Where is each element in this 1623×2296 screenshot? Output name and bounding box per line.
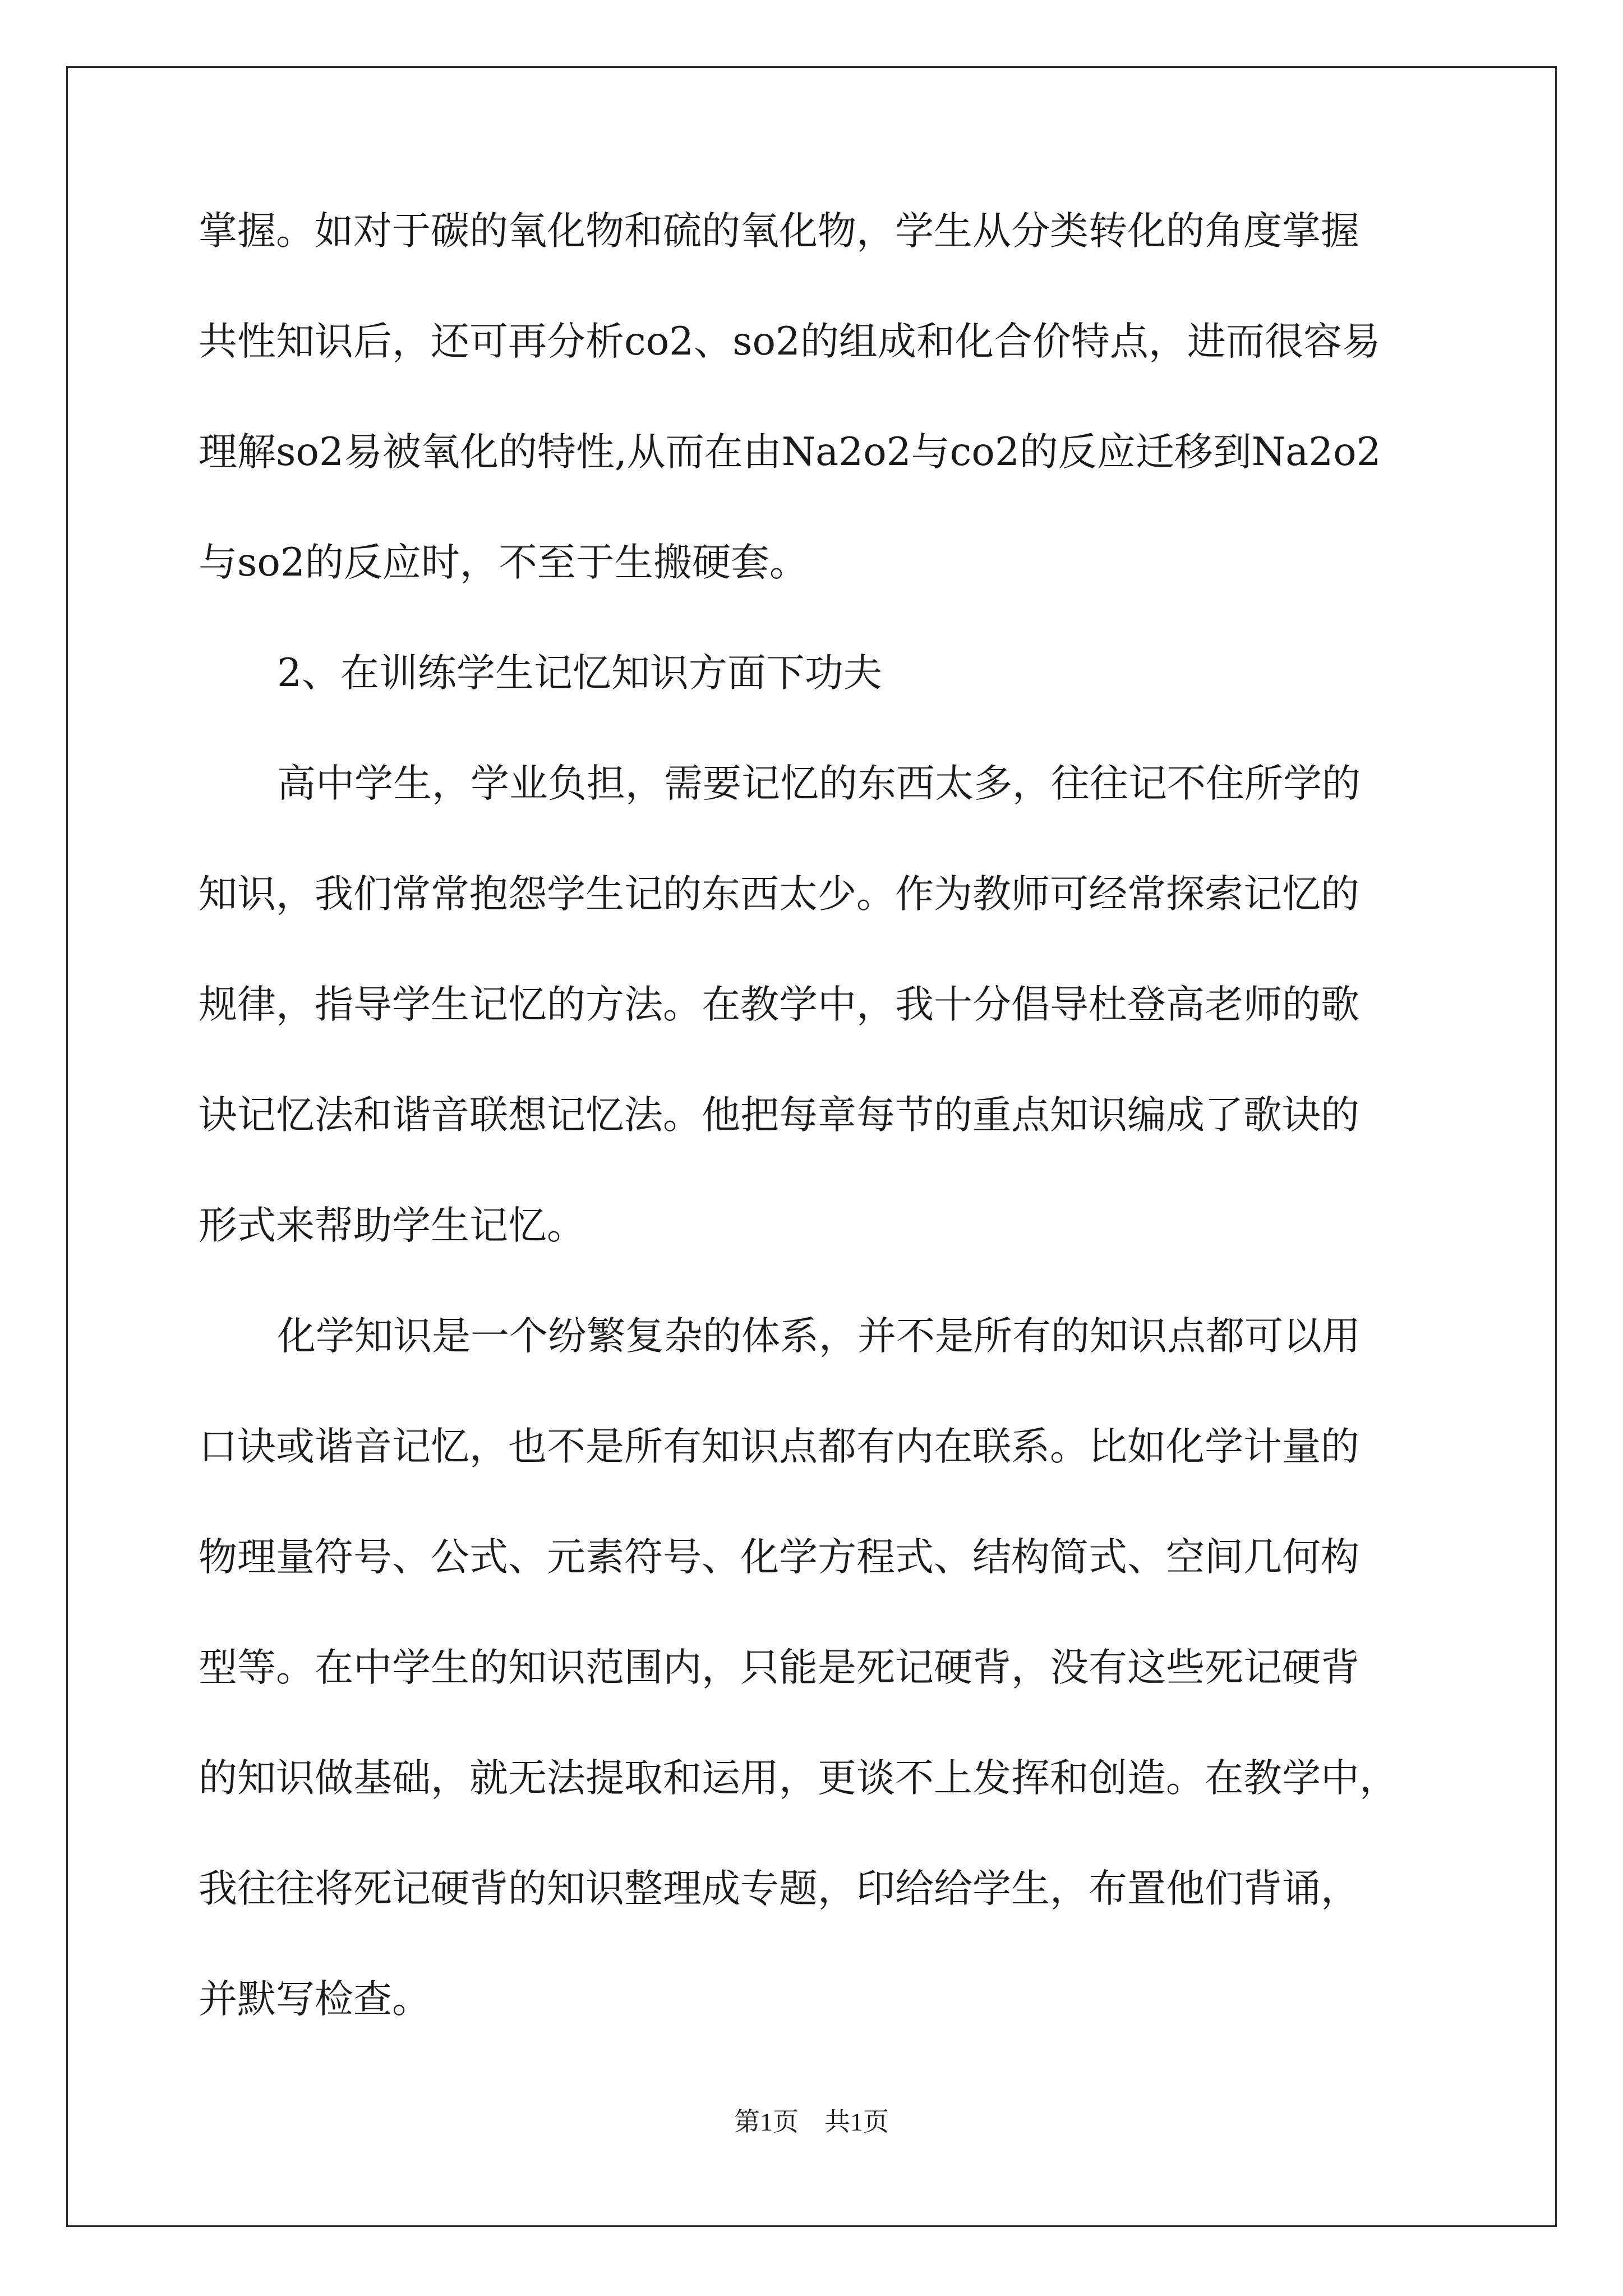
text-line: 知识，我们常常抱怨学生记的东西太少。作为教师可经常探索记忆的 [199,872,1359,917]
text-line: 并默写检查。 [199,1977,431,2022]
text-line: 型等。在中学生的知识范围内，只能是死记硬背，没有这些死记硬背 [199,1645,1359,1690]
text-line: 掌握。如对于碳的氧化物和硫的氧化物，学生从分类转化的角度掌握 [199,209,1359,254]
text-line: 与so2的反应时，不至于生搬硬套。 [199,540,808,585]
paragraph-start-line: 化学知识是一个纷繁复杂的体系，并不是所有的知识点都可以用 [277,1314,1361,1359]
text-line: 理解so2易被氧化的特性,从而在由Na2o2与co2的反应迁移到Na2o2 [199,430,1381,475]
page-number-footer: 第1页 共1页 [734,2108,889,2136]
text-line: 形式来帮助学生记忆。 [199,1203,585,1248]
text-line: 的知识做基础，就无法提取和运用，更谈不上发挥和创造。在教学中， [199,1756,1398,1801]
text-line: 口诀或谐音记忆，也不是所有知识点都有内在联系。比如化学计量的 [199,1424,1359,1469]
text-line: 诀记忆法和谐音联想记忆法。他把每章每节的重点知识编成了歌诀的 [199,1093,1359,1138]
paragraph-start-line: 高中学生，学业负担，需要记忆的东西太多，往往记不住所学的 [277,761,1361,806]
text-line: 规律，指导学生记忆的方法。在教学中，我十分倡导杜登高老师的歌 [199,982,1359,1027]
text-line: 物理量符号、公式、元素符号、化学方程式、结构简式、空间几何构 [199,1535,1359,1580]
section-heading: 2、在训练学生记忆知识方面下功夫 [277,651,882,696]
text-line: 我往往将死记硬背的知识整理成专题，印给给学生，布置他们背诵， [199,1866,1359,1911]
text-line: 共性知识后，还可再分析co2、so2的组成和化合价特点，进而很容易 [199,319,1381,364]
document-body [199,209,1427,2091]
